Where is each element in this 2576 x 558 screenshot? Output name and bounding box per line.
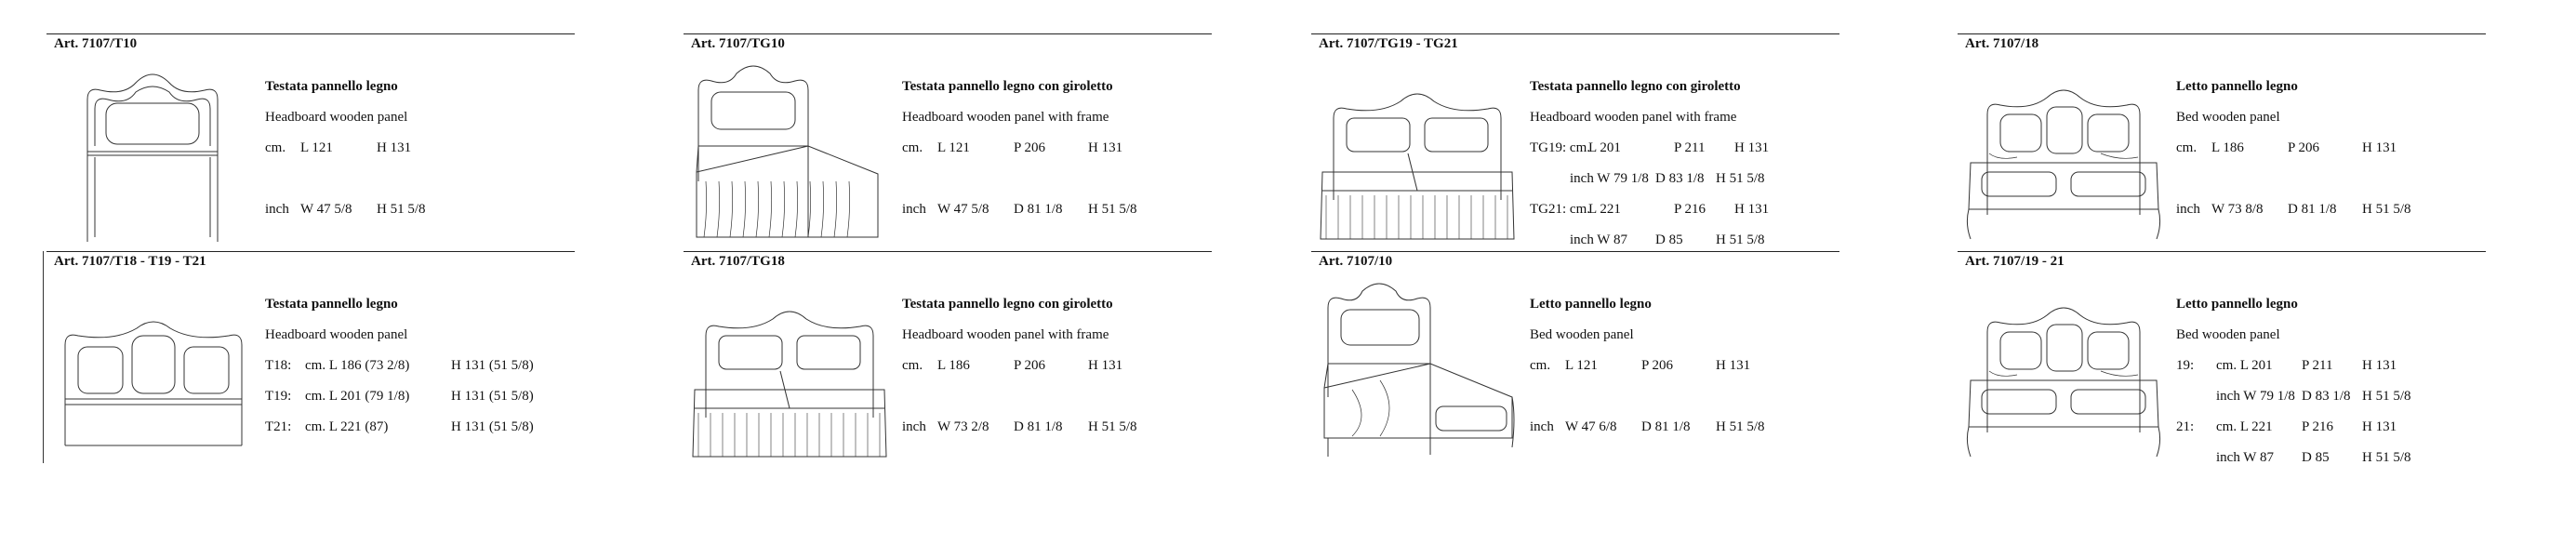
unit-label: cm. (902, 358, 923, 373)
height-value: H 131 (1088, 358, 1123, 373)
width-value: W 73 8/8 (2211, 202, 2264, 217)
height-value: H 51 5/8 (1716, 232, 1765, 247)
dimension-row (902, 164, 1113, 194)
dimension-row (902, 194, 1137, 225)
height-value: H 51 5/8 (1088, 419, 1137, 434)
width-value: cm. L 221 (87) (305, 419, 389, 434)
width-value: inch W 87 (1570, 232, 1627, 247)
depth-value: P 216 (2302, 419, 2334, 434)
dimension-row (265, 351, 534, 381)
product-subtitle: Headboard wooden panel (265, 110, 408, 125)
height-value: H 131 (51 5/8) (451, 358, 534, 373)
column-divider (43, 251, 44, 463)
product-cell (46, 251, 575, 468)
height-value: H 131 (1734, 202, 1770, 217)
unit-label: inch (2176, 202, 2200, 217)
width-value: L 201 (1588, 140, 1621, 155)
depth-value: P 211 (1674, 140, 1706, 155)
article-code: Art. 7107/T18 - T19 - T21 (54, 254, 206, 269)
product-drawing (1961, 278, 2166, 468)
product-info (902, 289, 1137, 443)
dimension-row (2176, 133, 2397, 164)
width-value: cm. L 201 (2216, 358, 2273, 373)
article-code: Art. 7107/18 (1965, 36, 2039, 51)
unit-label: 19: (2176, 358, 2195, 373)
dimension-row (1530, 194, 1770, 225)
product-info (2176, 72, 2411, 225)
depth-value: P 206 (1014, 358, 1046, 373)
product-drawing (1961, 60, 2166, 250)
product-cell (46, 33, 575, 250)
depth-value: D 81 1/8 (1014, 202, 1063, 217)
dimension-row (1530, 381, 1652, 412)
dimension-row (902, 133, 1123, 164)
product-info (2176, 289, 2411, 473)
unit-label: inch (1530, 419, 1554, 434)
width-value: W 47 5/8 (937, 202, 989, 217)
depth-value: D 83 1/8 (1655, 171, 1705, 186)
height-value: H 51 5/8 (1088, 202, 1137, 217)
depth-value: D 81 1/8 (1641, 419, 1691, 434)
product-drawing (1315, 278, 1520, 468)
product-subtitle: Headboard wooden panel with frame (902, 110, 1109, 125)
unit-label: TG21: cm. (1530, 202, 1590, 217)
dimension-row (2176, 351, 2397, 381)
depth-value: D 85 (1655, 232, 1683, 247)
dimension-row (2176, 412, 2397, 443)
unit-label: T18: (265, 358, 292, 373)
dimension-row (265, 164, 407, 194)
product-drawing (50, 60, 255, 250)
height-value: H 131 (1734, 140, 1770, 155)
width-value: inch W 79 1/8 (1570, 171, 1649, 186)
width-value: inch W 87 (2216, 450, 2274, 465)
dimension-row (265, 381, 534, 412)
width-value: W 47 6/8 (1565, 419, 1617, 434)
product-drawing (687, 60, 892, 250)
height-value: H 131 (2362, 419, 2397, 434)
article-code: Art. 7107/TG19 - TG21 (1319, 36, 1458, 51)
dimension-row (1530, 351, 1751, 381)
product-subtitle: Headboard wooden panel with frame (1530, 110, 1737, 125)
unit-label: inch (902, 419, 926, 434)
product-info (1530, 72, 1770, 256)
depth-value: P 211 (2302, 358, 2333, 373)
product-subtitle: Headboard wooden panel (265, 327, 408, 342)
product-title: Letto pannello legno (2176, 297, 2298, 312)
width-value: W 73 2/8 (937, 419, 989, 434)
product-title: Testata pannello legno con giroletto (902, 297, 1113, 312)
width-value: L 186 (2211, 140, 2244, 155)
height-value: H 51 5/8 (2362, 202, 2411, 217)
unit-label: cm. (902, 140, 923, 155)
product-subtitle: Headboard wooden panel with frame (902, 327, 1109, 342)
unit-label: cm. (265, 140, 286, 155)
article-code: Art. 7107/10 (1319, 254, 1393, 269)
unit-label: T19: (265, 389, 292, 404)
product-cell (1311, 33, 1839, 250)
article-code: Art. 7107/TG18 (691, 254, 785, 269)
dimension-row (2176, 164, 2298, 194)
product-title: Testata pannello legno con giroletto (1530, 79, 1741, 94)
dimension-row (1530, 412, 1765, 443)
dimension-row (265, 133, 412, 164)
product-info (265, 289, 534, 443)
dimension-row (1530, 164, 1765, 194)
product-drawing (687, 278, 892, 468)
dimension-row (265, 194, 426, 225)
product-subtitle: Bed wooden panel (2176, 110, 2280, 125)
product-title: Testata pannello legno con giroletto (902, 79, 1113, 94)
unit-label: TG19: cm. (1530, 140, 1590, 155)
product-title: Testata pannello legno (265, 297, 398, 312)
height-value: H 51 5/8 (2362, 389, 2411, 404)
unit-label: cm. (2176, 140, 2198, 155)
width-value: L 221 (1588, 202, 1621, 217)
width-value: L 121 (1565, 358, 1598, 373)
width-value: inch W 79 1/8 (2216, 389, 2295, 404)
product-cell (684, 33, 1212, 250)
width-value: W 47 5/8 (300, 202, 352, 217)
unit-label: inch (902, 202, 926, 217)
product-info (1530, 289, 1765, 443)
depth-value: P 216 (1674, 202, 1706, 217)
height-value: H 51 5/8 (1716, 419, 1765, 434)
product-drawing (1315, 60, 1520, 250)
depth-value: P 206 (1641, 358, 1674, 373)
product-cell (684, 251, 1212, 468)
width-value: L 121 (937, 140, 970, 155)
dimension-row (902, 381, 1113, 412)
product-info (265, 72, 426, 225)
height-value: H 131 (2362, 140, 2397, 155)
product-cell (1958, 33, 2486, 250)
height-value: H 131 (2362, 358, 2397, 373)
width-value: cm. L 221 (2216, 419, 2273, 434)
product-subtitle: Bed wooden panel (2176, 327, 2280, 342)
article-code: Art. 7107/TG10 (691, 36, 785, 51)
width-value: L 121 (300, 140, 333, 155)
dimension-row (2176, 443, 2411, 473)
product-subtitle: Bed wooden panel (1530, 327, 1634, 342)
height-value: H 131 (51 5/8) (451, 419, 534, 434)
article-code: Art. 7107/T10 (54, 36, 138, 51)
depth-value: D 81 1/8 (2288, 202, 2337, 217)
unit-label: 21: (2176, 419, 2195, 434)
dimension-row (265, 412, 534, 443)
dimension-row (2176, 194, 2411, 225)
product-drawing (50, 278, 255, 468)
depth-value: P 206 (2288, 140, 2320, 155)
width-value: L 186 (937, 358, 970, 373)
unit-label: cm. (1530, 358, 1551, 373)
dimension-row (1530, 133, 1770, 164)
depth-value: D 83 1/8 (2302, 389, 2351, 404)
depth-value: D 81 1/8 (1014, 419, 1063, 434)
height-value: H 131 (51 5/8) (451, 389, 534, 404)
width-value: cm. L 186 (73 2/8) (305, 358, 410, 373)
article-code: Art. 7107/19 - 21 (1965, 254, 2065, 269)
height-value: H 51 5/8 (1716, 171, 1765, 186)
dimension-row (2176, 381, 2411, 412)
product-title: Letto pannello legno (1530, 297, 1652, 312)
product-title: Letto pannello legno (2176, 79, 2298, 94)
width-value: cm. L 201 (79 1/8) (305, 389, 410, 404)
dimension-row (902, 351, 1123, 381)
product-cell (1311, 251, 1839, 468)
depth-value: P 206 (1014, 140, 1046, 155)
product-info (902, 72, 1137, 225)
product-title: Testata pannello legno (265, 79, 398, 94)
unit-label: inch (265, 202, 289, 217)
height-value: H 51 5/8 (2362, 450, 2411, 465)
unit-label: T21: (265, 419, 292, 434)
depth-value: D 85 (2302, 450, 2330, 465)
height-value: H 131 (377, 140, 412, 155)
height-value: H 131 (1088, 140, 1123, 155)
product-cell (1958, 251, 2486, 468)
dimension-row (902, 412, 1137, 443)
height-value: H 51 5/8 (377, 202, 426, 217)
height-value: H 131 (1716, 358, 1751, 373)
